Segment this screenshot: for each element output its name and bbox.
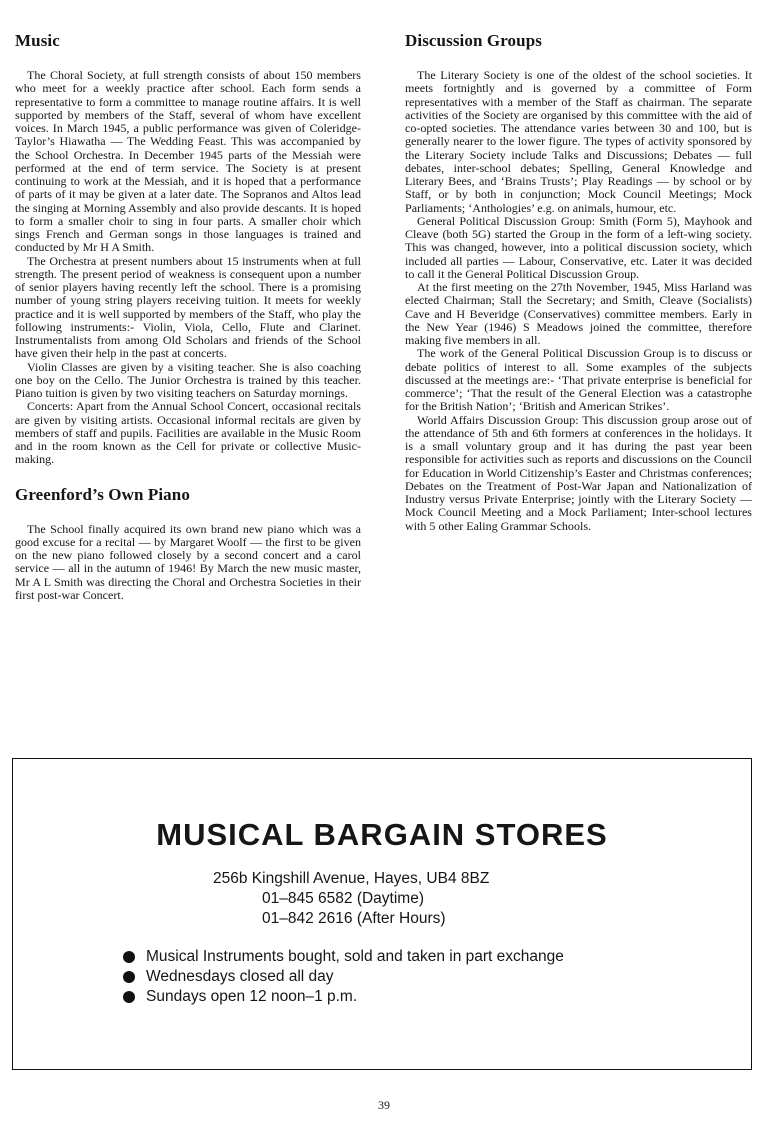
bullet-icon — [123, 991, 135, 1003]
advert-bullet-list — [123, 947, 564, 1007]
discussion-paragraph: The Literary Society is one of the oldest of the school societies. It meets fortnightly and is governed by a committee of Form representatives with a member of the Staff as chairman. The separate activities of the Society are organised by this committee with the aid of co-opted societies. The attendance varies between 30 and 100, but is generally nearer to the lower figure. The types of activity sponsored by the Literary Society include Talks and Discussions; Debates — full debates, inter-school debates; Spelling, General Knowledge and Literary Bees, and ‘Brains Trusts’; Play Readings — by school or by Staff, or by both in conjunction; Mock Council Meetings; Mock Parliaments; ‘Anthologies’ e.g. on animals, humour, etc. — [405, 68, 752, 215]
advert-phone-night: 01–842 2616 (After Hours) — [262, 910, 446, 927]
piano-heading: Greenford’s Own Piano — [15, 484, 190, 504]
advert-title: MUSICAL BARGAIN STORES — [156, 817, 608, 852]
right-column — [405, 30, 752, 533]
page-number: 39 — [378, 1098, 390, 1112]
advert-address: 256b Kingshill Avenue, Hayes, UB4 8BZ — [213, 870, 490, 887]
advert-phones — [262, 889, 446, 929]
discussion-paragraph: The work of the General Political Discussion Group is to discuss or debate politics of interest to all. Some examples of the subjects discussed at the meetings are:- ‘That private enterprise is beneficial for commerce’; ‘That the result of the General Election was a catastrophe for the British Nation’; ‘British and American Strikes’. — [405, 346, 752, 414]
advert-phone-day: 01–845 6582 (Daytime) — [262, 890, 424, 907]
advert-bullet-text: Sundays open 12 noon–1 p.m. — [146, 988, 358, 1005]
advert-bullet-text: Wednesdays closed all day — [146, 968, 334, 985]
music-paragraph: Concerts: Apart from the Annual School Concert, occasional recitals are given by visiting artists. Occasional informal recitals are given by members of staff and pupils. Facilities are available in the Music Room and in the room known as the Cell for private or collective Music-making. — [15, 399, 361, 467]
music-heading: Music — [15, 31, 60, 50]
advert-bullet — [123, 987, 564, 1007]
advert-bullet — [123, 947, 564, 967]
discussion-paragraph: At the first meeting on the 27th November, 1945, Miss Harland was elected Chairman; Stall the Secretary; and Smith, Cleave (Socialists) Cave and H Beveridge (Conservatives) committee members. Early in the New Year (1946) S Meadows joined the committee, therefore making five members in all. — [405, 280, 752, 347]
discussion-paragraph: General Political Discussion Group: Smith (Form 5), Mayhook and Cleave (both 5G) started the Group in the form of a left-wing society. This was changed, however, into a political discussion society, which included all parties — Labour, Conservative, etc. Later it was decided to call it the General Political Discussion Group. — [405, 213, 752, 281]
bullet-icon — [123, 951, 135, 963]
left-column — [15, 30, 361, 602]
advertisement-box — [12, 758, 752, 1070]
music-paragraph: Violin Classes are given by a visiting teacher. She is also coaching one boy on the Cello. The Junior Orchestra is trained by this teacher. Piano tuition is given by two visiting teachers on Saturday mornings. — [15, 359, 361, 400]
bullet-icon — [123, 971, 135, 983]
discussion-heading: Discussion Groups — [405, 31, 542, 50]
discussion-paragraph: World Affairs Discussion Group: This discussion group arose out of the attendance of 5th and 6th formers at conferences in the holidays. It is a small voluntary group and it has during the past year been responsible for activities such as reports and discussions on the Council for Education in World Citizenship’s Easter and Christmas conferences; Debates on the Treatment of Post-War Japan and Nationalization of Industry versus Private Enterprise; jointly with the Literary Society — Mock Council Meeting and a Mock Parliament; Inter-school lectures with 5 other Ealing Grammar Schools. — [405, 412, 752, 533]
advert-bullet-text: Musical Instruments bought, sold and taken in part exchange — [146, 948, 564, 965]
music-paragraph: The Orchestra at present numbers about 15 instruments when at full strength. The present period of weakness is consequent upon a number of senior players having recently left the school. There is a promising number of young string players receiving tuition. It meets for weekly practice and it is well supported by members of the Staff, who play the following instruments:- Violin, Viola, Cello, Flute and Clarinet. Instrumentalists from among Old Scholars and friends of the School have given their help in the past at concerts. — [15, 253, 361, 361]
advert-bullet — [123, 967, 564, 987]
piano-paragraph: The School finally acquired its own brand new piano which was a good excuse for a recital — by Margaret Woolf — the first to be given on the new piano followed closely by a second concert and a carol service — all in the autumn of 1946! By March the new music master, Mr A L Smith was directing the Choral and Orchestra Societies in their first post-war Concert. — [15, 521, 361, 602]
music-paragraph: The Choral Society, at full strength consists of about 150 members who meet for a weekly practice after school. Each form sends a representative to form a committee to manage routine affairs. It is well supported by members of the Staff, several of whom have excellent voices. In March 1945, a public performance was given of Coleridge-Taylor’s Hiawatha — The Wedding Feast. This was accompanied by the School Orchestra. In December 1945 parts of the Messiah were performed at the end of term service. The Society is at present continuing to work at the Messiah, and it is hoped that a performance of parts of it may be given at a later date. The Sopranos and Altos lead the singing at Morning Assembly and also provide descants. It is hoped to form a smaller choir to sing in four parts. A smaller choir which sings French and German songs in those languages is trained and conducted by Mr H A Smith. — [15, 68, 361, 255]
